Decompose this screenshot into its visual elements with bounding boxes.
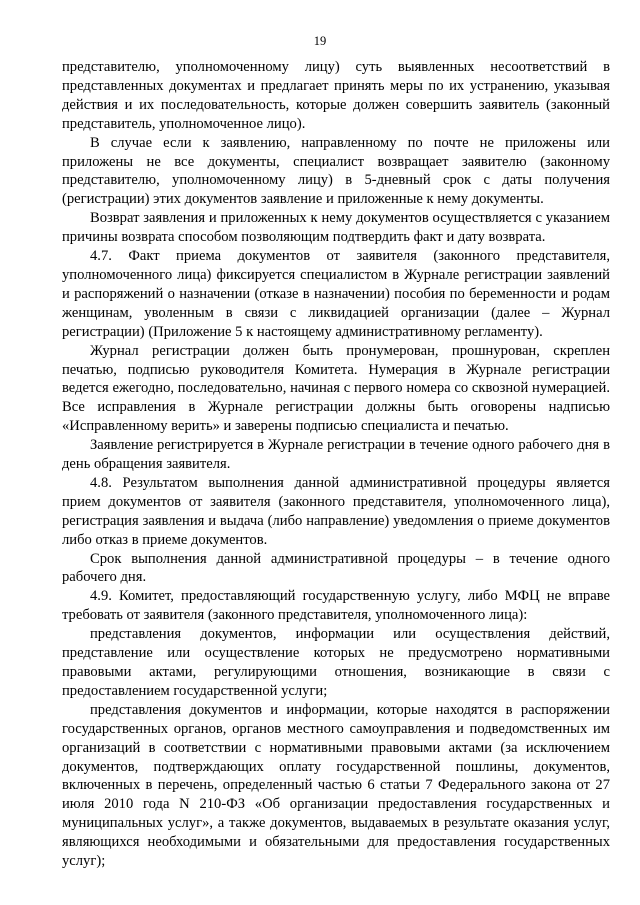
paragraph-return-method: Возврат заявления и приложенных к нему документов осуществляется с указанием причины возврата способом позволяющим подтвердить факт и дату возврата. <box>62 210 610 246</box>
paragraph-mail-return: В случае если к заявлению, направленному по почте не приложены или приложены не все документы, специалист возвращает заявителю (законному представителю, уполномоченному лицу) в 5-дневный срок с даты получения (регистрации) этих документов заявление и приложенные к нему документы. <box>62 134 610 208</box>
paragraph-registration-term: Заявление регистрируется в Журнале регистрации в течение одного рабочего дня в день обращения заявителя. <box>62 437 610 473</box>
paragraph-requirement-2: представления документов и информации, которые находятся в распоряжении государственных органов, органов местного самоуправления и подведомственных им организаций в соответствии с нормативными правовыми актами (за исключением документов, подтверждающих оплату государственной пошлины, документов, включенных в перечень, определенный частью 6 статьи 7 Федерального закона от 27 июля 2010 года N 210-ФЗ «Об организации предоставления государственных и муниципальных услуг», а также документов, выдаваемых в результате оказания услуг, являющихся необходимыми и обязательными для предоставления государственных услуг); <box>62 701 610 870</box>
paragraph-4-7: 4.7. Факт приема документов от заявителя (законного представителя, уполномоченного лица) фиксируется специалистом в Журнале регистрации заявлений и распоряжений о назначении (отказе в назначении) пособия по беременности и родам женщинам, уволенным в связи с ликвидацией организации (далее – Журнал регистрации) (Приложение 5 к настоящему административному регламенту). <box>62 248 610 340</box>
paragraph-procedure-term: Срок выполнения данной административной процедуры – в течение одного рабочего дня. <box>62 550 610 586</box>
paragraph-4-9: 4.9. Комитет, предоставляющий государственную услугу, либо МФЦ не вправе требовать от заявителя (законного представителя, уполномоченного лица): <box>62 588 610 624</box>
paragraph-continuation: представителю, уполномоченному лицу) суть выявленных несоответствий в представленных документах и предлагает принять меры по их устранению, указывая действия и их последовательность, которые должен совершить заявитель (законный представитель, уполномоченное лицо). <box>62 59 610 132</box>
page-number: 19 <box>313 34 327 48</box>
paragraph-4-8: 4.8. Результатом выполнения данной административной процедуры является прием документов от заявителя (законного представителя, уполномоченного лица), регистрация заявления и выдача (либо направление) уведомления о приеме документов либо отказ в приеме документов. <box>62 474 610 548</box>
document-body <box>62 58 610 871</box>
paragraph-journal-rules: Журнал регистрации должен быть пронумерован, прошнурован, скреплен печатью, подписью руководителя Комитета. Нумерация в Журнале регистрации ведется ежегодно, последовательно, начиная с первого номера со сквозной нумерацией. Все исправления в Журнале регистрации должны быть оговорены надписью «Исправленному верить» и заверены подписью специалиста и печатью. <box>62 342 610 435</box>
paragraph-requirement-1: представления документов, информации или осуществления действий, представление или осуществление которых не предусмотрено нормативными правовыми актами, регулирующими отношения, возникающие в связи с предоставлением государственной услуги; <box>62 626 610 699</box>
